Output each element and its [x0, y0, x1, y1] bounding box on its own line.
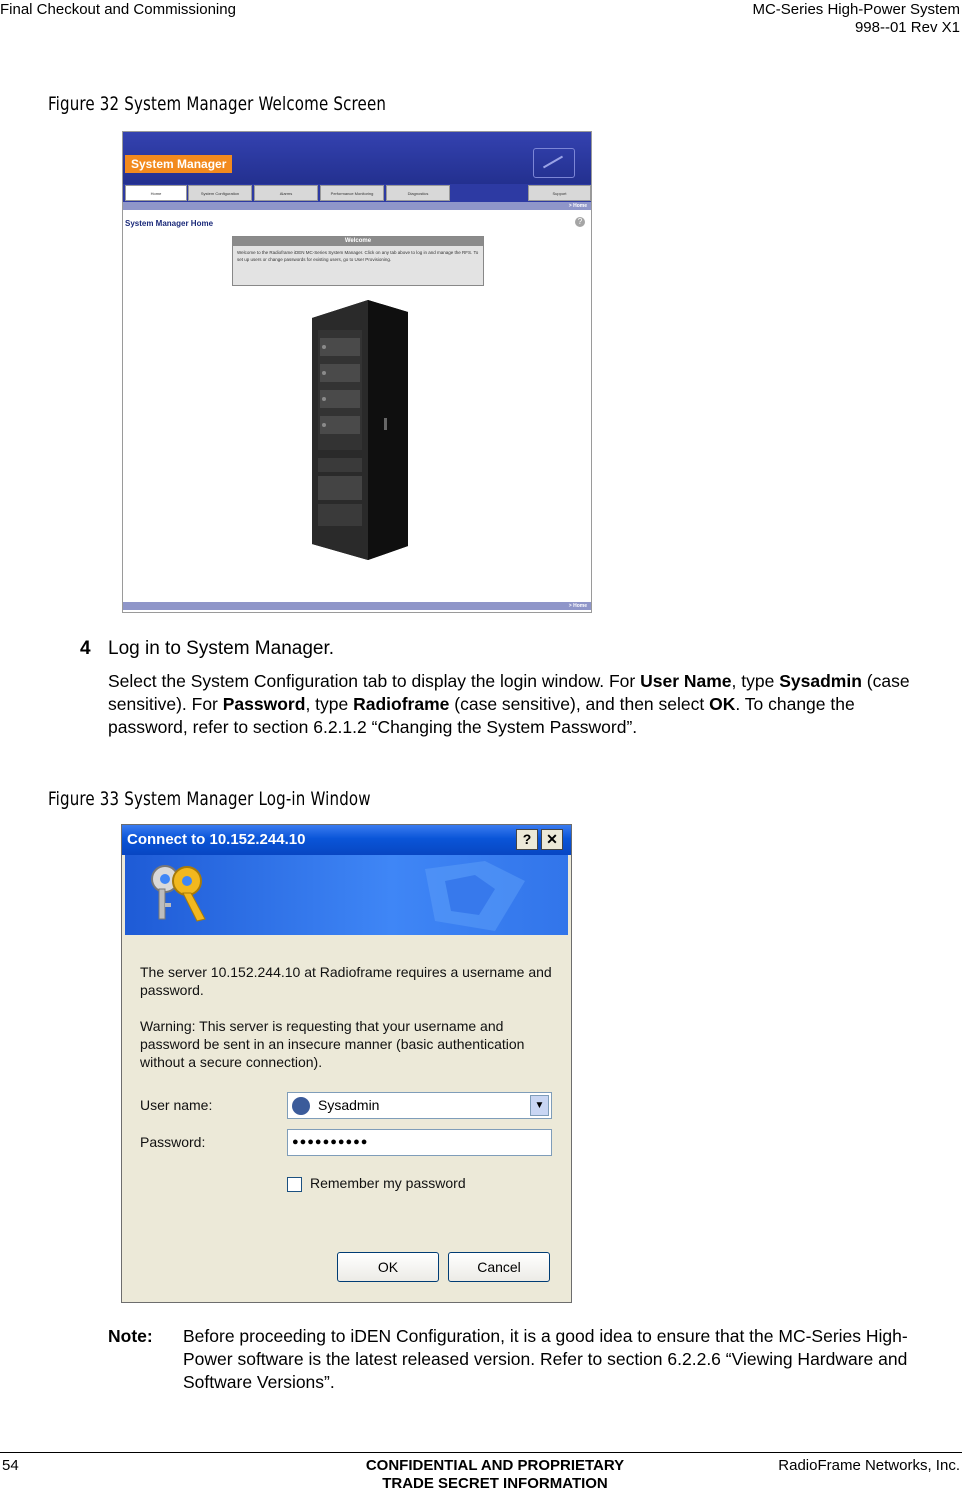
- chevron-down-icon[interactable]: ▼: [530, 1095, 549, 1116]
- step-title: Log in to System Manager.: [108, 638, 335, 659]
- step-user-name: User Name: [640, 671, 732, 691]
- dialog-warning: Warning: This server is requesting that your username and password be sent in an insecure manner (basic authentication without a secure connection).: [140, 1018, 525, 1070]
- help-icon[interactable]: ?: [575, 217, 585, 227]
- login-dialog: [121, 824, 572, 1303]
- step-ok: OK: [709, 694, 736, 714]
- password-label: Password:: [140, 1134, 206, 1150]
- sm-crumb-top[interactable]: > Home: [568, 203, 587, 209]
- figure-32-caption: Figure 32 System Manager Welcome Screen: [48, 93, 387, 115]
- tab-system-configuration[interactable]: System Configuration: [188, 185, 252, 201]
- step-sysadmin: Sysadmin: [779, 671, 862, 691]
- tab-diagnostics[interactable]: Diagnostics: [386, 185, 450, 201]
- user-name-value: Sysadmin: [318, 1097, 380, 1113]
- footer-confidential: [250, 1457, 740, 1493]
- step-number: 4: [80, 638, 91, 659]
- note-text: Before proceeding to iDEN Configuration, it is a good idea to ensure that the MC-Series High-Power software is the latest released version. Refer to section 6.2.2.6 “Viewing Hardware and Software Versions”.: [183, 1326, 908, 1392]
- cancel-button[interactable]: Cancel: [448, 1252, 550, 1282]
- note-label: Note:: [108, 1326, 153, 1346]
- equipment-rack-image: [306, 298, 411, 562]
- step-text-f: . To change the password, refer to section 6.2.1.2 “Changing the System Password”.: [108, 694, 855, 737]
- sm-banner: [123, 132, 591, 184]
- header-right: [752, 1, 960, 37]
- sm-welcome-box: [232, 236, 484, 286]
- sm-logo: System Manager: [125, 155, 232, 173]
- user-name-combobox[interactable]: [287, 1092, 552, 1119]
- radioframe-logo-icon: [533, 148, 575, 178]
- sm-page-title: System Manager Home: [125, 219, 214, 228]
- ok-button[interactable]: OK: [337, 1252, 439, 1282]
- step-text-e: (case sensitive), and then select: [449, 694, 710, 714]
- step-text-b: , type: [731, 671, 780, 691]
- close-button[interactable]: ✕: [541, 829, 563, 850]
- dialog-title: Connect to 10.152.244.10: [127, 831, 306, 848]
- header-left: Final Checkout and Commissioning: [0, 1, 236, 18]
- step-text-a: Select the System Configuration tab to display the login window. For: [108, 671, 641, 691]
- radioframe-watermark-icon: [415, 861, 535, 933]
- footer-line2: TRADE SECRET INFORMATION: [382, 1475, 608, 1492]
- step-radioframe: Radioframe: [353, 694, 450, 714]
- sm-crumb-bar-bottom: [123, 602, 591, 610]
- tab-support[interactable]: Support: [528, 185, 591, 201]
- sm-welcome-text: Welcome to the Radioframe iDEN MC-Series System Manager. Click on any tab above to log in and manage the RFS. To set up users or change passwords for existing users, go to User Provisioning.: [237, 250, 479, 262]
- password-input[interactable]: [287, 1129, 552, 1156]
- step-body: [108, 670, 938, 739]
- step-text-c: (case sensitive). For: [108, 671, 910, 714]
- footer-rule: [0, 1452, 962, 1453]
- remember-password-label[interactable]: Remember my password: [310, 1175, 466, 1191]
- footer-line1: CONFIDENTIAL AND PROPRIETARY: [365, 1457, 625, 1474]
- tab-alarms[interactable]: Alarms: [254, 185, 318, 201]
- figure-33-caption: Figure 33 System Manager Log-in Window: [48, 788, 371, 810]
- dialog-message: The server 10.152.244.10 at Radioframe requires a username and password.: [140, 964, 552, 998]
- dialog-title-bar: [122, 825, 571, 855]
- sm-crumb-bottom[interactable]: > Home: [568, 603, 587, 609]
- sm-crumb-bar-top: [123, 202, 591, 210]
- sm-welcome-title: Welcome: [233, 237, 483, 246]
- system-manager-screenshot: [122, 131, 592, 613]
- step-text-d: , type: [305, 694, 354, 714]
- dialog-banner: [125, 855, 568, 935]
- help-button[interactable]: ?: [516, 829, 538, 850]
- step-password: Password: [222, 694, 306, 714]
- tab-performance-monitoring[interactable]: Performance Monitoring: [320, 185, 384, 201]
- keys-icon: [145, 859, 215, 927]
- header-product: MC-Series High-Power System: [752, 1, 960, 18]
- header-revision: 998--01 Rev X1: [854, 19, 960, 36]
- footer-company: RadioFrame Networks, Inc.: [778, 1457, 960, 1474]
- tab-home[interactable]: Home: [125, 185, 187, 201]
- remember-password-checkbox[interactable]: [287, 1177, 302, 1192]
- sm-tab-bar: [123, 184, 591, 202]
- user-icon: [292, 1097, 310, 1115]
- user-name-label: User name:: [140, 1097, 213, 1113]
- page-number: 54: [2, 1457, 19, 1474]
- password-value: ●●●●●●●●●●: [292, 1136, 369, 1148]
